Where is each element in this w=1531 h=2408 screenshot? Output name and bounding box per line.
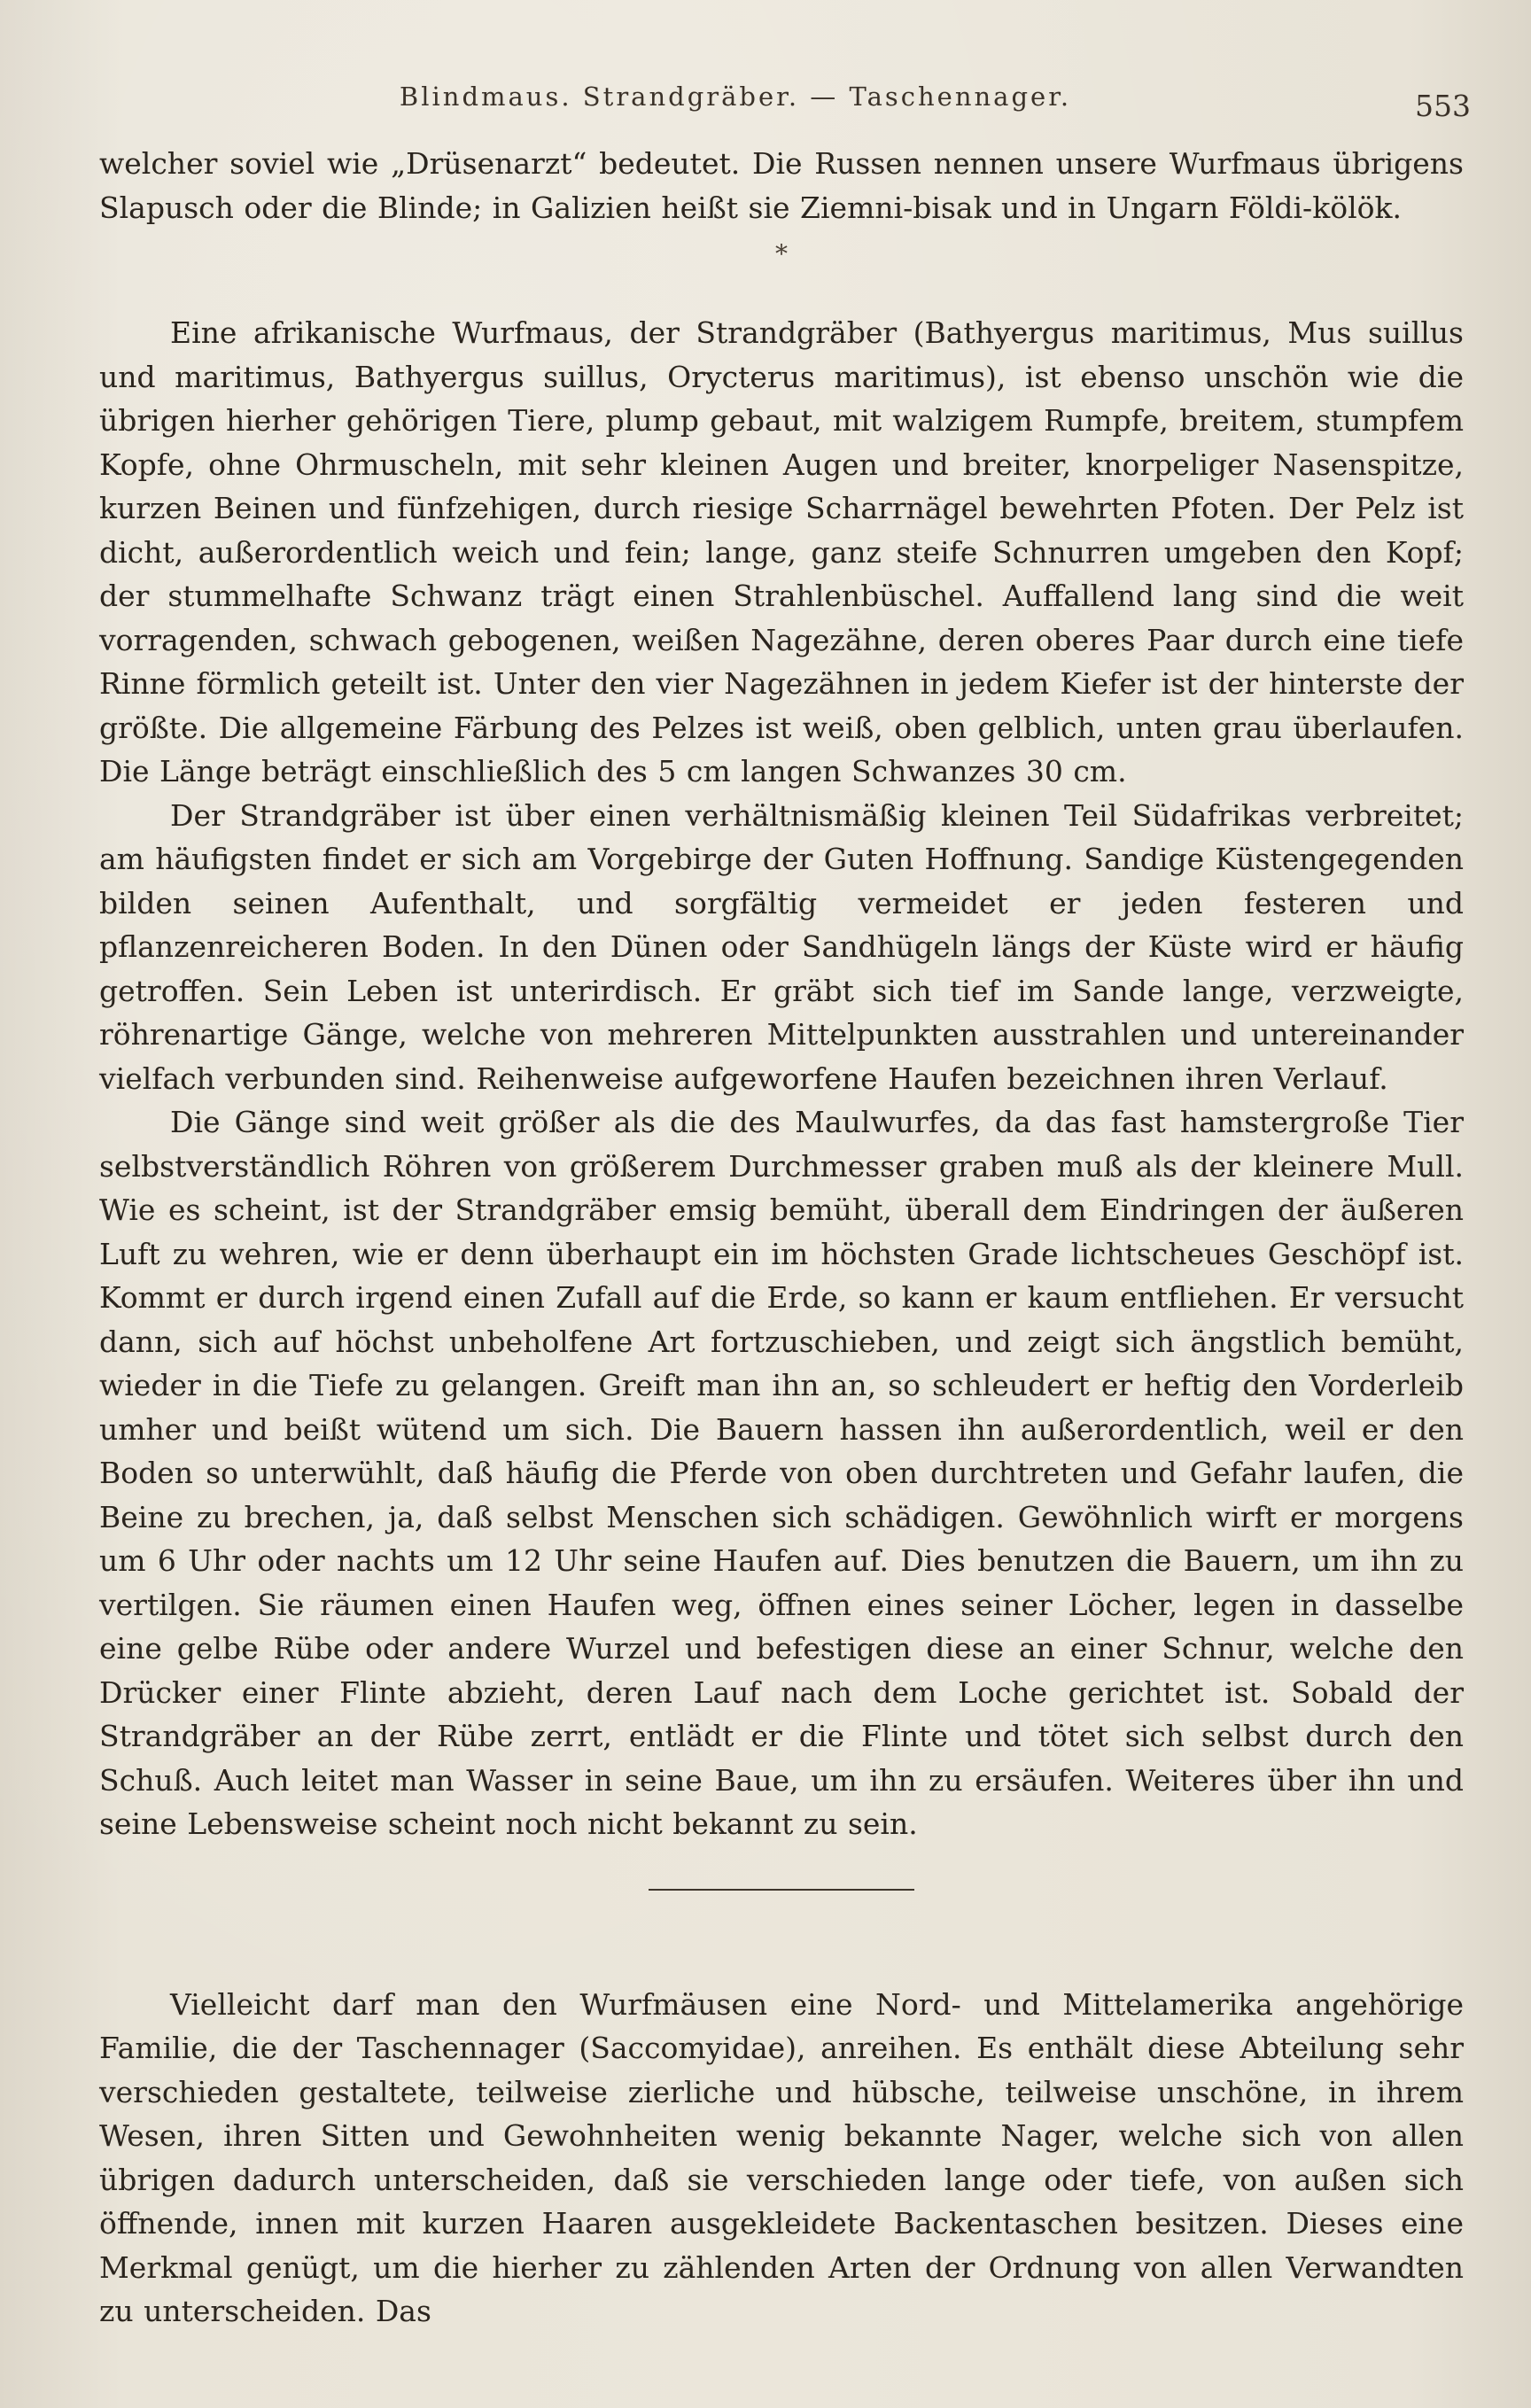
paragraph-continuation: welcher soviel wie „Drüsenarzt“ bedeutet. Die Russen nennen unsere Wurfmaus übrigens Slapusch oder die Blinde; in Galizien heißt sie Ziemni-bisak und in Ungarn Földi-kölök. xyxy=(99,146,1464,225)
spacer xyxy=(99,281,1464,311)
section-asterisk: * xyxy=(775,239,788,268)
paragraph-behaviour: Die Gänge sind weit größer als die des Maulwurfes, da das fast hamstergroße Tier selbstverständlich Röhren von größerem Durchmesser graben muß als der kleinere Mull. Wie es scheint, ist der Strandgräber emsig bemüht, überall dem Eindringen der äußeren Luft zu wehren, wie er denn überhaupt ein im höchsten Grade lichtscheues Geschöpf ist. Kommt er durch irgend einen Zufall auf die Erde, so kann er kaum entfliehen. Er versucht dann, sich auf höchst unbeholfene Art fortzuschieben, und zeigt sich ängstlich bemüht, wieder in die Tiefe zu gelangen. Greift man ihn an, so schleudert er heftig den Vorderleib umher und beißt wütend um sich. Die Bauern hassen ihn außerordentlich, weil er den Boden so unterwühlt, daß häufig die Pferde von oben durchtreten und Gefahr laufen, die Beine zu brechen, ja, daß selbst Menschen sich schädigen. Gewöhnlich wirft er morgens um 6 Uhr oder nachts um 12 Uhr seine Haufen auf. Dies benutzen die Bauern, um ihn zu vertilgen. Sie räumen einen Haufen weg, öffnen eines seiner Löcher, legen in dasselbe eine gelbe Rübe oder andere Wurzel und befestigen diese an einer Schnur, welche den Drücker einer Flinte abzieht, deren Lauf nach dem Loche gerichtet ist. Sobald der Strandgräber an der Rübe zerrt, entlädt er die Flinte und tötet sich selbst durch den Schuß. Auch leitet man Wasser in seine Baue, um ihn zu ersäufen. Weiteres über ihn und seine Lebensweise scheint noch nicht bekannt zu sein. xyxy=(99,1105,1464,1841)
page-header xyxy=(106,82,1471,131)
paragraph-distribution: Der Strandgräber ist über einen verhältnismäßig kleinen Teil Südafrikas verbreitet; am häufigsten findet er sich am Vorgebirge der Guten Hoffnung. Sandige Küstengegenden bilden seinen Aufenthalt, und sorgfältig vermeidet er jeden festeren und pflanzenreicheren Boden. In den Dünen oder Sandhügeln längs der Küste wird er häufig getroffen. Sein Leben ist unterirdisch. Er gräbt sich tief im Sande lange, verzweigte, röhrenartige Gänge, welche von mehreren Mittelpunkten ausstrahlen und untereinander vielfach verbunden sind. Reihenweise aufgeworfene Haufen bezeichnen ihren Verlauf. xyxy=(99,797,1464,1096)
paragraph-description: Eine afrikanische Wurfmaus, der Strandgräber (Bathyergus maritimus, Mus suillus und maritimus, Bathyergus suillus, Orycterus maritimus), ist ebenso unschön wie die übrigen hierher gehörigen Tiere, plump gebaut, mit walzigem Rumpfe, breitem, stumpfem Kopfe, ohne Ohrmuscheln, mit sehr kleinen Augen und breiter, knorpeliger Nasenspitze, kurzen Beinen und fünfzehigen, durch riesige Scharrnägel bewehrten Pfoten. Der Pelz ist dicht, außerordentlich weich und fein; lange, ganz steife Schnurren umgeben den Kopf; der stummelhafte Schwanz trägt einen Strahlenbüschel. Auffallend lang sind die weit vorragenden, schwach gebogenen, weißen Nagezähne, deren oberes Paar durch eine tiefe Rinne förmlich geteilt ist. Unter den vier Nagezähnen in jedem Kiefer ist der hinterste der größte. Die allgemeine Färbung des Pelzes ist weiß, oben gelblich, unten grau überlaufen. Die Länge beträgt einschließlich des 5 cm langen Schwanzes 30 cm. xyxy=(99,315,1464,788)
page-number: 553 xyxy=(1415,89,1471,123)
running-title: Blindmaus. Strandgräber. — Taschennager. xyxy=(399,82,1072,112)
section-divider xyxy=(649,1889,914,1891)
body-text xyxy=(99,142,1464,2334)
paragraph-taschennager: Vielleicht darf man den Wurfmäusen eine Nord- und Mittelamerika angehörige Familie, die der Taschennager (Saccomyidae), anreihen. Es enthält diese Abteilung sehr verschieden gestaltete, teilweise zierliche und hübsche, teilweise unschöne, in ihrem Wesen, ihren Sitten und Gewohnheiten wenig bekannte Nager, welche sich von allen übrigen dadurch unterscheiden, daß sie verschieden lange oder tiefe, von außen sich öffnende, innen mit kurzen Haaren ausgekleidete Backentaschen besitzen. Dieses eine Merkmal genügt, um die hierher zu zählenden Arten der Ordnung von allen Verwandten zu unterscheiden. Das xyxy=(99,1986,1464,2328)
